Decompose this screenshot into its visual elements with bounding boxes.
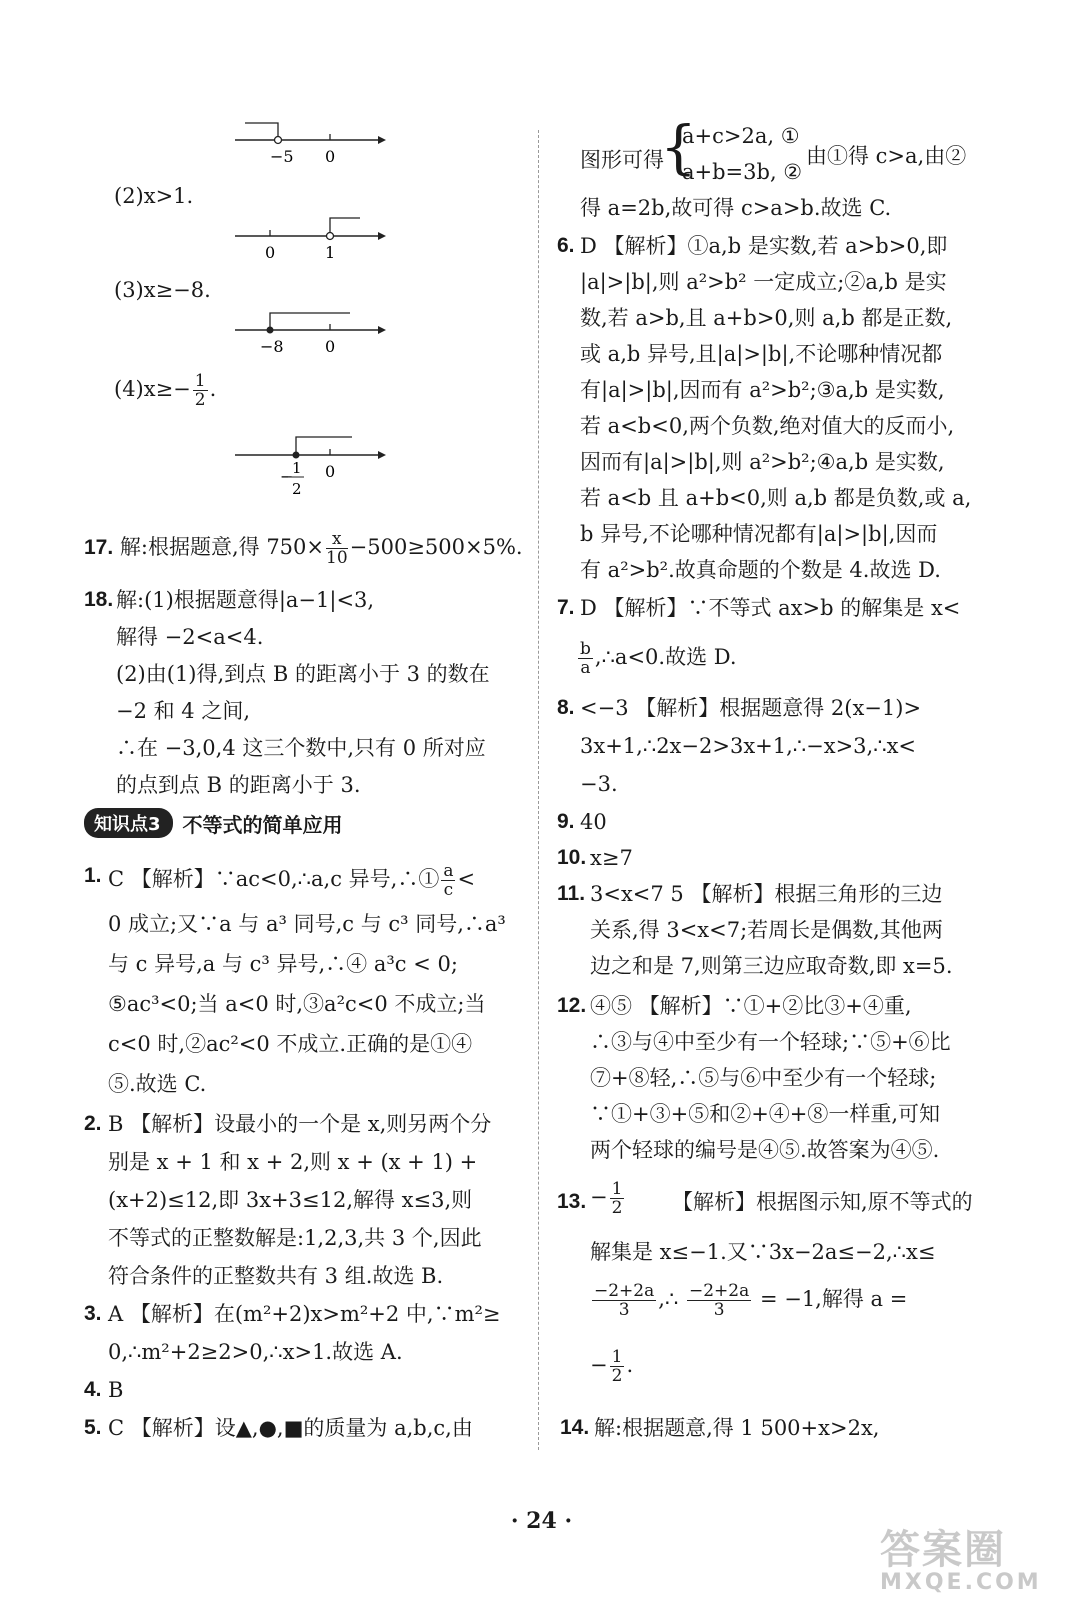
question-2-number: 2. [84,1112,102,1135]
question-3-number: 3. [84,1302,102,1325]
number-line-1 [230,118,390,168]
tick-label: 1 [292,459,302,477]
q7-line: D 【解析】∵不等式 ax>b 的解集是 x< [580,596,961,620]
q14-line: 解:根据题意,得 1 500+x>2x, [594,1416,880,1440]
question-9-number: 9. [557,810,575,833]
q2-line: B 【解析】设最小的一个是 x,则另两个分 [108,1112,492,1136]
q18-line: 的点到点 B 的距离小于 3. [116,773,361,797]
q1-line: ⑤.故选 C. [108,1072,207,1096]
q12-line: ⑦+⑧轻,∴⑤与⑥中至少有一个轻球; [590,1066,937,1090]
item-2: (2)x>1. [114,184,194,208]
q2-line: 不等式的正整数解是:1,2,3,共 3 个,因此 [108,1226,482,1250]
q1-line: 0 成立;又∵a 与 a³ 同号,c 与 c³ 同号,∴a³ [108,912,506,936]
q13-line: 【解析】根据图示知,原不等式的 [672,1190,973,1214]
q3-line: 0,∴m²+2≥2>0,∴x>1.故选 A. [108,1340,403,1364]
r1-line2: 得 a=2b,故可得 c>a>b.故选 C. [580,196,892,220]
q8-line: −3. [580,772,618,796]
q10-line: x≥7 [590,846,633,870]
number-line-2 [230,212,390,262]
q6-line: 因而有|a|>|b|,则 a²>b²;④a,b 是实数, [580,450,945,474]
question-4-number: 4. [84,1378,102,1401]
q8-line: <−3 【解析】根据题意得 2(x−1)> [580,696,922,720]
q18-line: ∴在 −3,0,4 这三个数中,只有 0 所对应 [116,736,486,760]
number-line-4 [230,430,390,506]
q1-line: 与 c 异号,a 与 c³ 异号,∴④ a³c < 0; [108,952,458,976]
system-eq-2: a+b=3b, ② [682,160,803,184]
tick-label: 1 [325,243,336,262]
tick-label: 0 [325,462,336,481]
q13-line3: $\frac{-2+2a}{3}$ ,∴ $\frac{-2+2a}{3}$ = −1,解得 a = [594,1281,908,1320]
q11-line: 3<x<7 5 【解析】根据三角形的三边 [590,882,943,906]
q2-line: 符合条件的正整数共有 3 组.故选 B. [108,1264,444,1288]
question-1-number: 1. [84,864,102,887]
question-6-number: 6. [557,234,575,257]
q8-line: 3x+1,∴2x−2>3x+1,∴−x>3,∴x< [580,734,917,758]
q6-line: |a|>|b|,则 a²>b² 一定成立;②a,b 是实 [580,270,947,294]
tick-label: 0 [265,243,276,262]
question-17: 17. 解:根据题意,得 750× $\frac{x}{10}$ −500≥500×5%. [84,529,523,568]
q18-line: (2)由(1)得,到点 B 的距离小于 3 的数在 [116,662,490,686]
r1-prefix: 图形可得 [580,148,664,172]
page-number: · 24 · [510,1508,573,1534]
q9-line: 40 [580,810,607,834]
q12-line: ∴③与④中至少有一个轻球;∵⑤+⑥比 [590,1030,951,1054]
q18-line: 解:(1)根据题意得|a−1|<3, [116,588,375,612]
tick-label: 2 [292,480,302,498]
q6-line: b 异号,不论哪种情况都有|a|>|b|,因而 [580,522,938,546]
q6-line: 有|a|>|b|,因而有 a²>b²;③a,b 是实数, [580,378,945,402]
watermark-logo: 答案圈 MXQE.COM [880,1527,1042,1595]
question-14-number: 14. [560,1416,590,1439]
q1-line: ⑤ac³<0;当 a<0 时,③a²c<0 不成立;当 [108,992,486,1016]
question-12-number: 12. [557,994,587,1017]
q6-line: 或 a,b 异号,且|a|>|b|,不论哪种情况都 [580,342,943,366]
q6-line: 若 a<b<0,两个负数,绝对值大的反而小, [580,414,955,438]
section-badge: 知识点3 [84,808,173,838]
tick-label: 0 [325,337,336,356]
section-title: 不等式的简单应用 [182,812,343,837]
question-10-number: 10. [557,846,587,869]
number-line-3 [230,308,390,358]
q18-line: −2 和 4 之间, [116,699,251,723]
q6-line: 有 a²>b².故真命题的个数是 4.故选 D. [580,558,941,582]
q1-line: c<0 时,②ac²<0 不成立.正确的是①④ [108,1032,473,1056]
system-eq-1: a+c>2a, ① [682,124,800,148]
q12-line: ④⑤ 【解析】∵①+②比③+④重, [590,994,912,1018]
question-7-number: 7. [557,596,575,619]
question-18-number: 18. [84,588,114,611]
question-11-number: 11. [557,882,586,905]
item-4: (4)x≥− $\frac{1}{2}$ . [114,371,217,410]
question-5-number: 5. [84,1416,102,1439]
tick-label: −8 [260,337,284,356]
system-brace: { [660,113,697,181]
q1-line: C 【解析】∵ac<0,∴a,c 异号,∴① $\frac{a}{c}$ < [108,861,476,900]
q12-line: ∵①+③+⑤和②+④+⑧一样重,可知 [590,1102,941,1126]
q3-line: A 【解析】在(m²+2)x>m²+2 中,∵m²≥ [108,1302,501,1326]
question-8-number: 8. [557,696,575,719]
q4-line: B [108,1378,124,1402]
q2-line: (x+2)≤12,即 3x+3≤12,解得 x≤3,则 [108,1188,473,1212]
q11-line: 边之和是 7,则第三边应取奇数,即 x=5. [590,954,953,978]
q11-line: 关系,得 3<x<7;若周长是偶数,其他两 [590,918,943,942]
r1-suffix: 由①得 c>a,由② [806,144,967,168]
q6-line: D 【解析】①a,b 是实数,若 a>b>0,即 [580,234,948,258]
q6-line: 若 a<b 且 a+b<0,则 a,b 都是负数,或 a, [580,486,972,510]
tick-label: − [280,467,294,486]
question-13-number: 13. [557,1190,587,1213]
q13-line4: − $\frac{1}{2}$ . [590,1347,634,1386]
q12-line: 两个轻球的编号是④⑤.故答案为④⑤. [590,1138,940,1162]
q7-line2: $\frac{b}{a}$ ,∴a<0.故选 D. [580,639,737,678]
column-divider [538,130,539,1450]
item-3: (3)x≥−8. [114,278,211,302]
section-header [84,808,343,838]
q6-line: 数,若 a>b,且 a+b>0,则 a,b 都是正数, [580,306,953,330]
q13-line: 解集是 x≤−1.又∵3x−2a≤−2,∴x≤ [590,1240,936,1264]
q18-line: 解得 −2<a<4. [116,625,264,649]
q2-line: 别是 x + 1 和 x + 2,则 x + (x + 1) + [108,1150,478,1174]
tick-label: 0 [325,147,336,166]
tick-label: −5 [270,147,294,166]
q13-answer: − $\frac{1}{2}$ [590,1179,623,1218]
q5-line: C 【解析】设▲,●,■的质量为 a,b,c,由 [108,1416,473,1440]
